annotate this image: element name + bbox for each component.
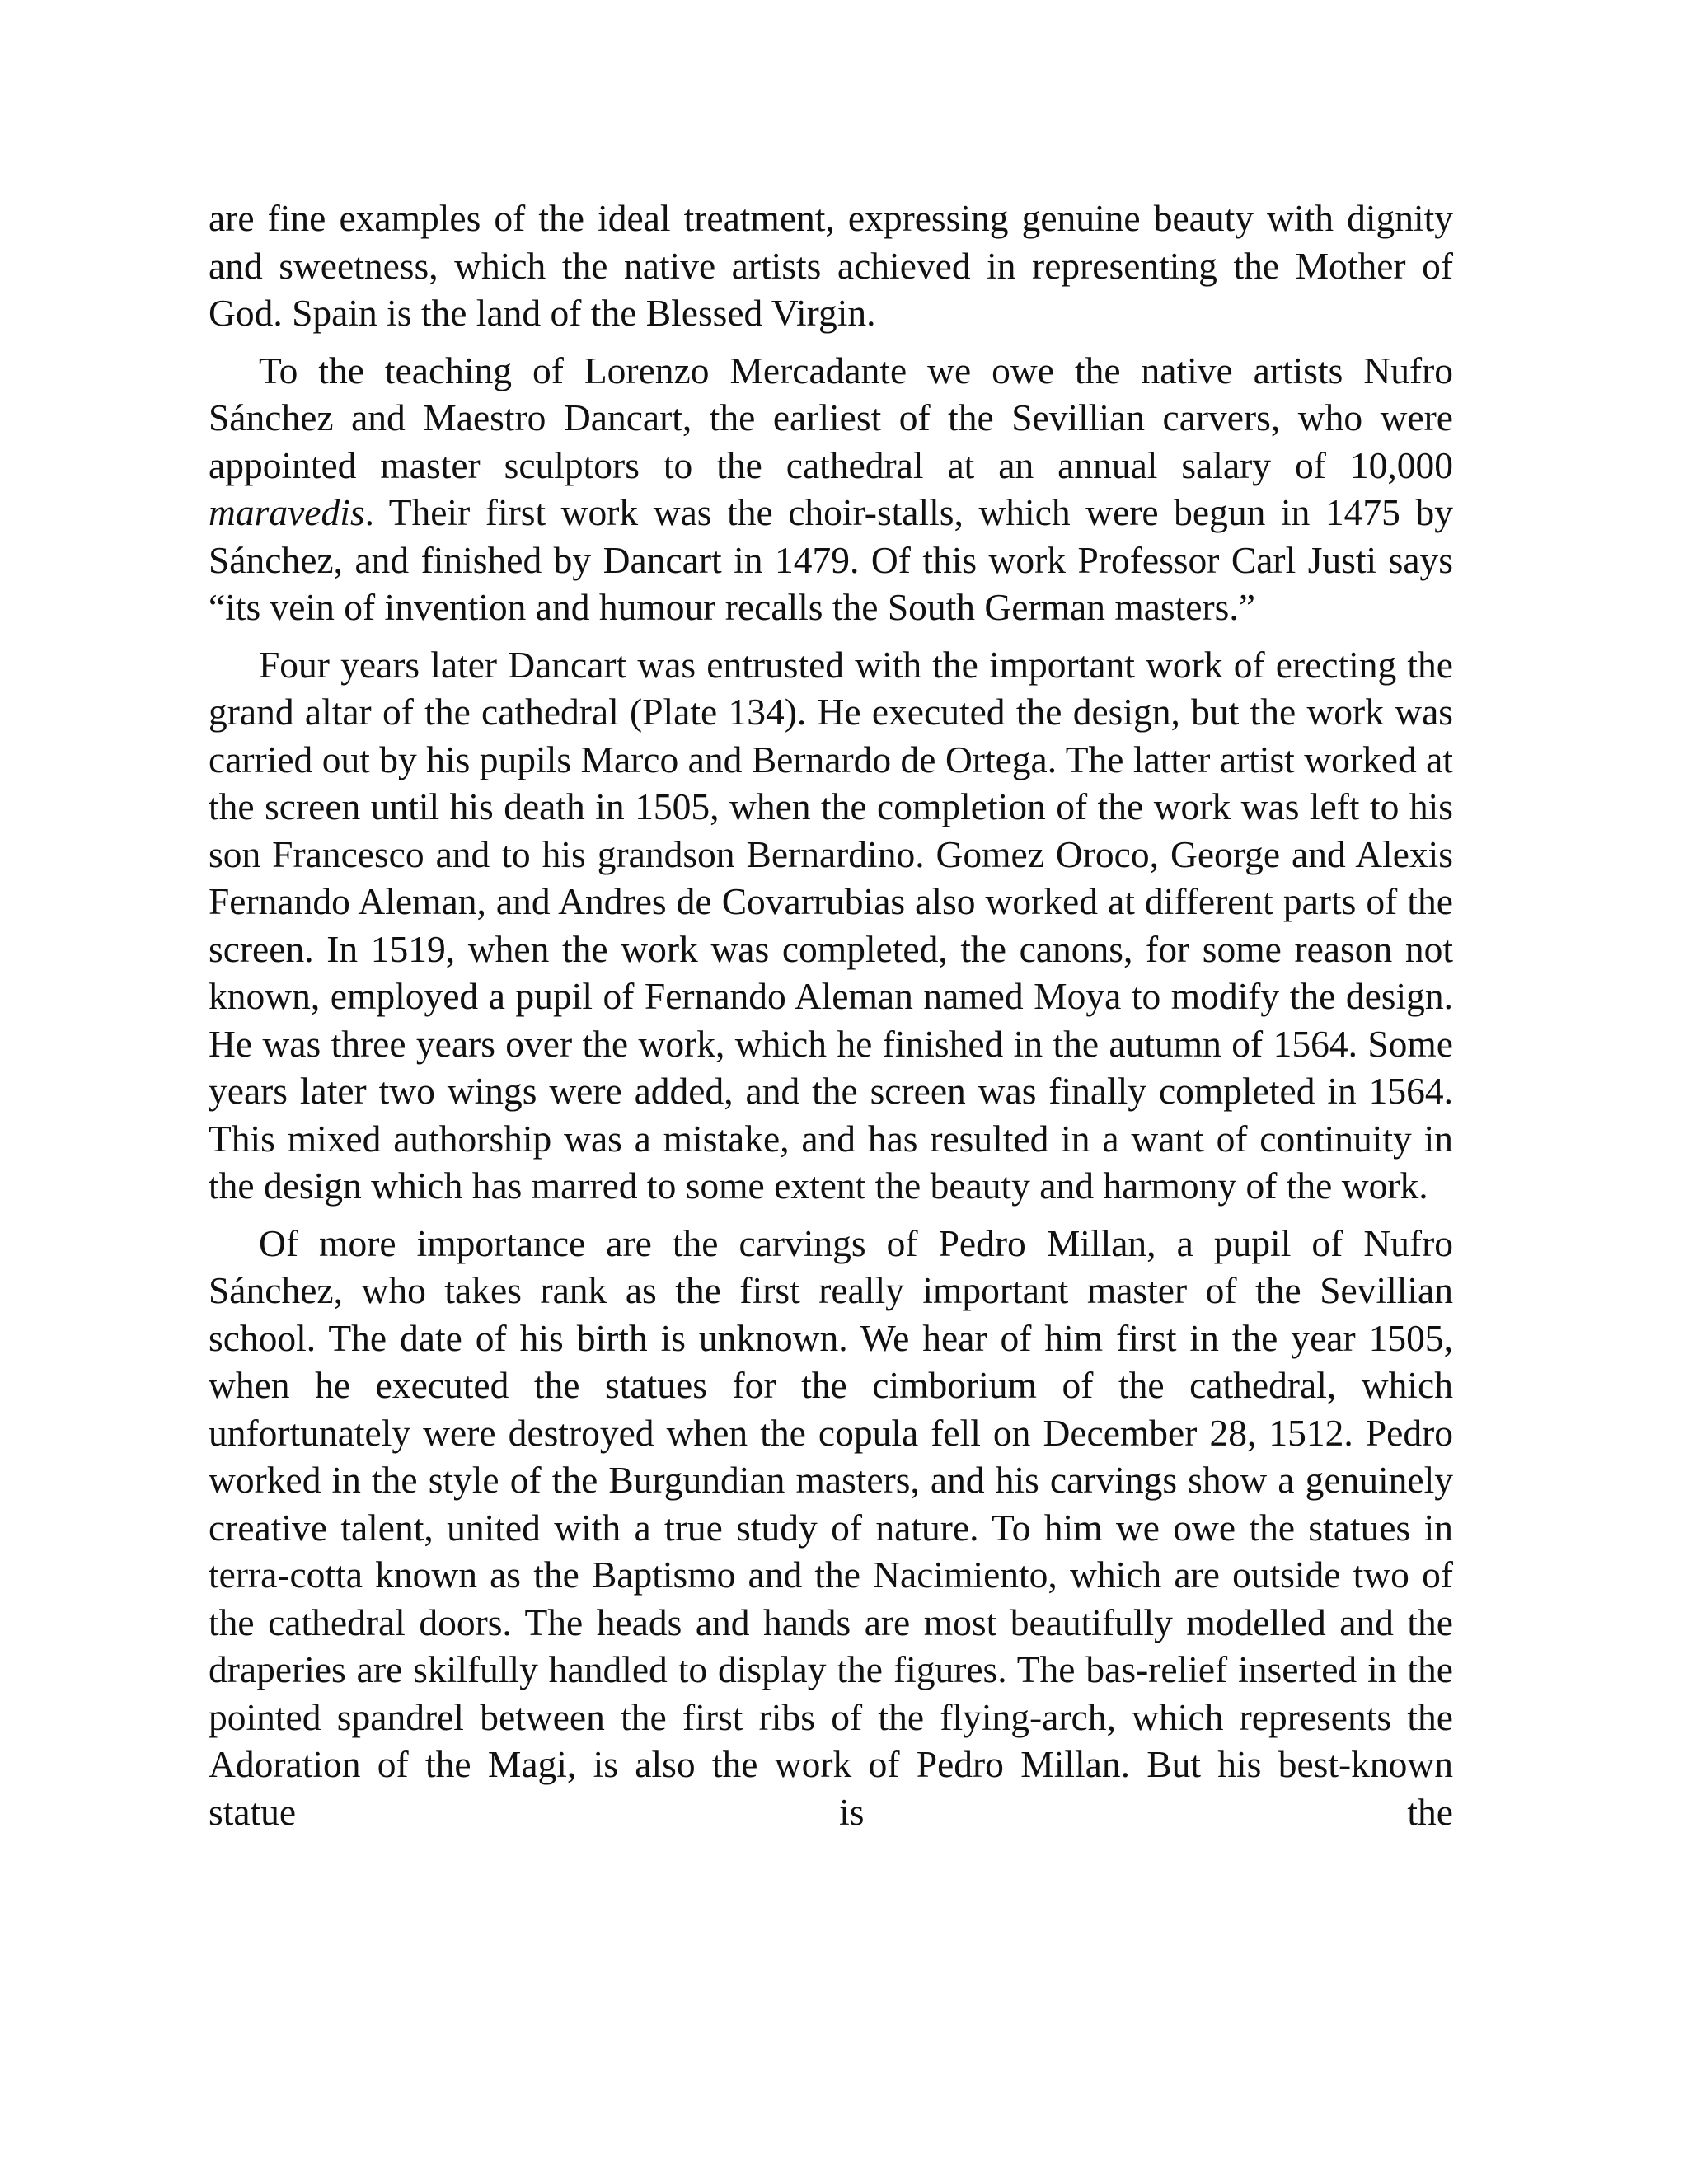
paragraph-2-italic-term: maravedis (209, 491, 365, 533)
paragraph-3: Four years later Dancart was entrusted with the important work of erecting the grand altar of the cathedral (Plate 134). He executed the design, but the work was carried out by his pupils Marco and Bernardo de Ortega. The latter artist worked at the screen until his death in 1505, when the completion of the work was left to his son Francesco and to his grandson Bernardino. Gomez Oroco, George and Alexis Fernando Aleman, and Andres de Covarrubias also worked at different parts of the screen. In 1519, when the work was completed, the canons, for some reason not known, employed a pupil of Fernando Aleman named Moya to modify the design. He was three years over the work, which he finished in the autumn of 1564. Some years later two wings were added, and the screen was finally completed in 1564. This mixed authorship was a mistake, and has resulted in a want of continuity in the design which has marred to some extent the beauty and harmony of the work. (209, 643, 1453, 1207)
page-body (209, 194, 1453, 1845)
paragraph-4: Of more importance are the carvings of Pedro Millan, a pupil of Nufro Sánchez, who takes rank as the first really important master of the Sevillian school. The date of his birth is unknown. We hear of him first in the year 1505, when he executed the statues for the cimborium of the cathedral, which unfortunately were destroyed when the copula fell on December 28, 1512. Pedro worked in the style of the Burgundian masters, and his carvings show a genuinely creative talent, united with a true study of nature. To him we owe the statues in terra-cotta known as the Baptismo and the Nacimiento, which are outside two of the cathedral doors. The heads and hands are most beautifully modelled and the draperies are skilfully handled to display the figures. The bas-relief inserted in the pointed spandrel between the first ribs of the flying-arch, which represents the Adoration of the Magi, is also the work of Pedro Millan. But his best-known statue is the (209, 1221, 1453, 1833)
paragraph-2-text-after: . Their first work was the choir-stalls, which were begun in 1475 by Sánchez, and finished by Dancart in 1479. Of this work Professor Carl Justi says “its vein of invention and humour recalls the South German masters.” (209, 491, 1453, 628)
paragraph-1: are fine examples of the ideal treatment, expressing genuine beauty with dignity and sweetness, which the native artists achieved in representing the Mother of God. Spain is the land of the Blessed Virgin. (209, 197, 1453, 334)
paragraph-2-text-before: To the teaching of Lorenzo Mercadante we owe the native artists Nufro Sánchez and Maestro Dancart, the earliest of the Sevillian carvers, who were appointed master sculptors to the cathedral at an annual salary of 10,000 (209, 349, 1453, 486)
paragraph-2 (209, 347, 1453, 631)
